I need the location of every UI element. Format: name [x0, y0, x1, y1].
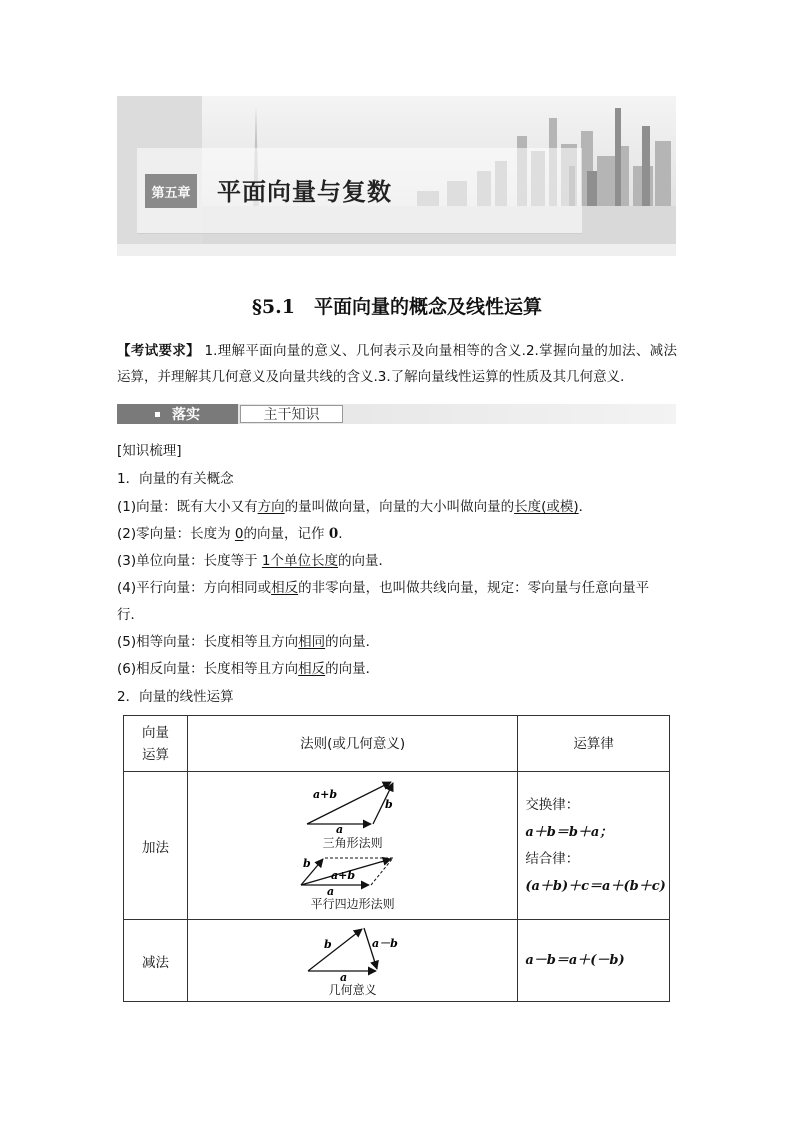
table-row: [124, 772, 670, 920]
commutative-law-formula: a＋b＝b＋a；: [525, 824, 613, 840]
rule-cell: [187, 772, 517, 920]
concept-opposite-vector: [117, 659, 379, 679]
concept-text: 的向量，记作: [243, 526, 329, 542]
op-name-cell: 减法: [124, 920, 188, 1002]
table-header-cell: 运算律: [518, 716, 670, 772]
op-name-cell: 加法: [124, 772, 188, 920]
label-a: a: [326, 885, 334, 895]
table-row: [124, 920, 670, 1002]
label-b: b: [302, 857, 311, 870]
concept-parallel-vector: [117, 578, 649, 598]
concept-zero-vector: [117, 524, 343, 544]
table-header-row: [124, 716, 670, 772]
concept-equal-vector: [117, 632, 379, 652]
concept-unit-vector: [117, 551, 392, 571]
concept-text: 的向量．: [338, 553, 393, 569]
label-a: a: [335, 823, 343, 834]
law-cell: [518, 920, 670, 1002]
concept-text: (4)平行向量：方向相同或: [117, 580, 272, 596]
label-sum: a+b: [312, 788, 337, 801]
concept-text: (3)单位向量：长度等于: [117, 553, 262, 569]
concept-text: (1)向量：既有大小又有: [117, 499, 258, 515]
rule-cell: [187, 920, 517, 1002]
header-label: 向量运算: [141, 724, 169, 763]
concept-text: (5)相等向量：长度相等且方向: [117, 634, 299, 650]
linear-operations-table: [123, 715, 670, 1002]
concept-text: 的向量．: [325, 661, 380, 677]
label-diff: a－b: [371, 936, 398, 950]
section-bar: [117, 404, 676, 424]
knowledge-heading: [知识梳理]: [117, 443, 182, 459]
concept-text: 的量叫做向量，向量的大小叫做向量的: [284, 499, 515, 515]
label-a: a: [339, 970, 347, 981]
triangle-rule-caption: 三角形法则: [322, 836, 383, 850]
concept-vector: [117, 497, 592, 517]
subtraction-caption: 几何意义: [328, 982, 377, 997]
concept-text: (6)相反向量：长度相等且方向: [117, 661, 299, 677]
label-sum: a+b: [330, 869, 355, 882]
associative-law-title: 结合律：: [525, 850, 580, 867]
answer-blank: 方向: [257, 499, 285, 515]
answer-blank: 长度(或模): [514, 499, 579, 515]
answer-blank: 相反: [271, 580, 299, 596]
associative-law-formula: (a＋b)＋c＝a＋(b＋c): [525, 878, 666, 894]
subtraction-law-formula: a－b＝a＋(－b): [525, 953, 625, 968]
section-bar-dark: [117, 404, 238, 424]
concept-text: 的向量．: [325, 634, 380, 650]
chapter-number-tag: 第五章: [145, 174, 197, 208]
answer-blank: 1个单位长度: [261, 553, 339, 569]
section-title: §5.1 平面向量的概念及线性运算: [252, 296, 542, 318]
exam-requirement: [117, 338, 677, 390]
table-header-cell: 法则(或几何意义): [187, 716, 517, 772]
table-header-cell: [124, 716, 188, 772]
exam-requirement-text: 1.理解平面向量的意义、几何表示及向量相等的含义.2.掌握向量的加法、减法运算，并理解其几何意义及向量共线的含义.3.了解向量线性运算的性质及其几何意义．: [117, 343, 677, 385]
banner-bottom-strip: [117, 244, 676, 256]
item1-title: 1．向量的有关概念: [117, 471, 234, 487]
label-b: b: [384, 798, 393, 811]
subtraction-diagram: [298, 923, 408, 981]
label-b: b: [323, 937, 332, 951]
law-cell: [518, 772, 670, 920]
section-bar-dark-label: 落实: [172, 407, 200, 423]
section-bar-light-label: 主干知识: [240, 405, 343, 423]
zero-vector-symbol: 0: [328, 526, 339, 542]
parallelogram-rule-caption: 平行四边形法则: [310, 897, 395, 911]
concept-text: .: [338, 526, 343, 542]
concept-text: 的非零向量，也叫做共线向量，规定：零向量与任意向量平: [298, 580, 650, 596]
chapter-banner: [117, 96, 676, 256]
item2-title: 2．向量的线性运算: [117, 689, 234, 705]
commutative-law-title: 交换律：: [525, 796, 580, 813]
answer-blank: 相反: [298, 661, 326, 677]
concept-text: ．: [578, 499, 593, 515]
answer-blank: 0: [234, 526, 244, 542]
triangle-rule-diagram: [293, 778, 413, 834]
exam-requirement-tag: 【考试要求】: [117, 343, 200, 359]
concept-text: (2)零向量：长度为: [117, 526, 235, 542]
square-bullet-icon: [155, 412, 160, 417]
answer-blank: 相同: [298, 634, 326, 650]
parallelogram-rule-diagram: [293, 853, 413, 895]
vector-b-arrow: [308, 929, 362, 971]
chapter-title: 平面向量与复数: [217, 178, 392, 206]
concept-parallel-vector-cont: 行．: [117, 607, 144, 623]
